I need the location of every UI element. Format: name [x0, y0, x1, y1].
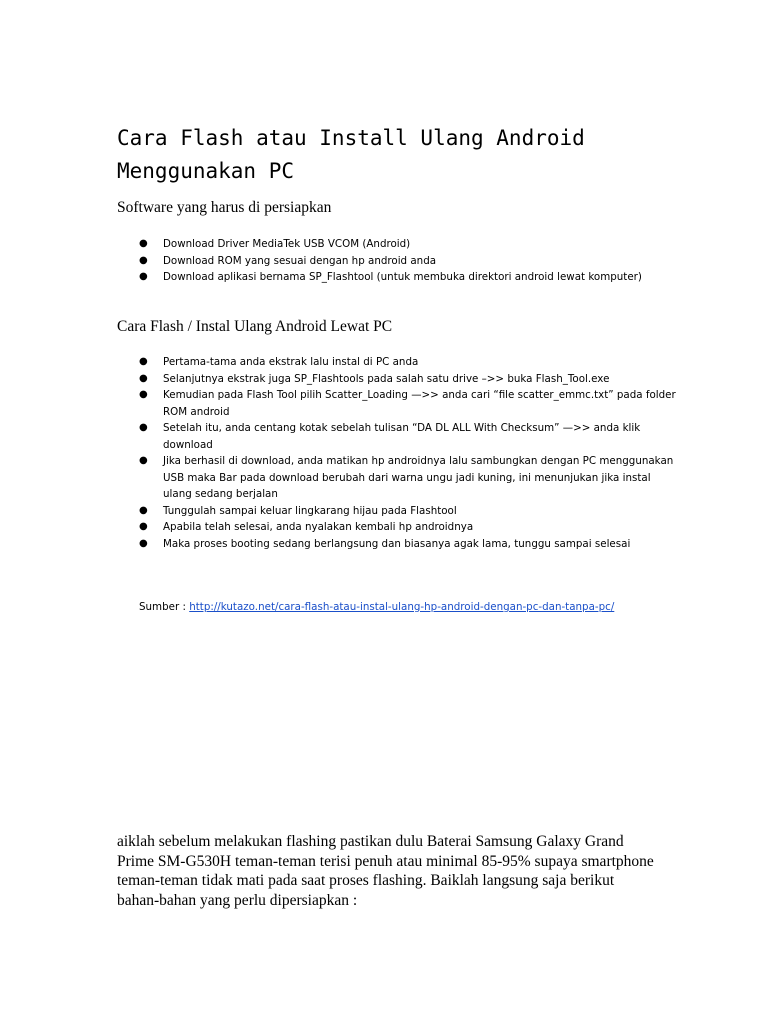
software-list [117, 236, 677, 286]
steps-list [117, 354, 677, 552]
list-item: ● Tunggulah sampai keluar lingkarang hijau pada Flashtool [117, 503, 677, 520]
list-item: ● Apabila telah selesai, anda nyalakan kembali hp androidnya [117, 519, 677, 536]
bullet-icon: ● [139, 422, 148, 433]
bullet-icon: ● [139, 455, 148, 466]
bullet-icon: ● [139, 389, 148, 400]
source-link[interactable]: http://kutazo.net/cara-flash-atau-instal-ulang-hp-android-dengan-pc-dan-tanpa-pc/ [189, 601, 615, 613]
bullet-icon: ● [139, 372, 148, 384]
list-item: ● Selanjutnya ekstrak juga SP_Flashtools pada salah satu drive –>> buka Flash_Tool.exe [117, 371, 677, 388]
bullet-icon: ● [139, 537, 148, 549]
list-item: ● Pertama-tama anda ekstrak lalu instal di PC anda [117, 354, 677, 371]
bullet-icon: ● [139, 521, 148, 532]
list-item: ● Kemudian pada Flash Tool pilih Scatter_Loading —>> anda cari “file scatter_emmc.txt” pada folder ROM android [139, 389, 676, 418]
bullet-icon: ● [139, 238, 148, 249]
list-item: ● Download aplikasi bernama SP_Flashtool (untuk membuka direktori android lewat komputer) [117, 269, 677, 286]
list-item: ● Download Driver MediaTek USB VCOM (Android) [117, 236, 677, 253]
list-item: ● Maka proses booting sedang berlangsung dan biasanya agak lama, tunggu sampai selesai [117, 536, 677, 553]
title-line-2: Menggunakan PC [117, 159, 295, 183]
list-item: ● Jika berhasil di download, anda matikan hp androidnya lalu sambungkan dengan PC menggunakan USB maka Bar pada download berubah dari warna ungu jadi kuning, ini menunjukan jika instal ulang sedang berjalan [139, 455, 674, 500]
source-line [139, 601, 614, 613]
document-title [117, 122, 677, 188]
body-paragraph: aiklah sebelum melakukan flashing pastikan dulu Baterai Samsung Galaxy Grand Prime SM-G530H teman-teman terisi penuh atau minimal 85-95% supaya smartphone teman-teman tidak mati pada saat proses flashing. Baiklah langsung saja berikut bahan-bahan yang perlu dipersiapkan : [117, 833, 654, 909]
source-label: Sumber : [139, 601, 190, 613]
section-heading-software: Software yang harus di persiapkan [117, 199, 332, 216]
bullet-icon: ● [139, 504, 148, 516]
list-item: ● Setelah itu, anda centang kotak sebelah tulisan “DA DL ALL With Checksum” —>> anda klik download [139, 422, 641, 451]
bullet-icon: ● [139, 254, 148, 266]
section-heading-steps: Cara Flash / Instal Ulang Android Lewat PC [117, 318, 393, 335]
bullet-icon: ● [139, 356, 148, 367]
list-item: ● Download ROM yang sesuai dengan hp android anda [117, 253, 677, 270]
title-line-1: Cara Flash atau Install Ulang Android [117, 126, 585, 150]
bullet-icon: ● [139, 271, 148, 282]
